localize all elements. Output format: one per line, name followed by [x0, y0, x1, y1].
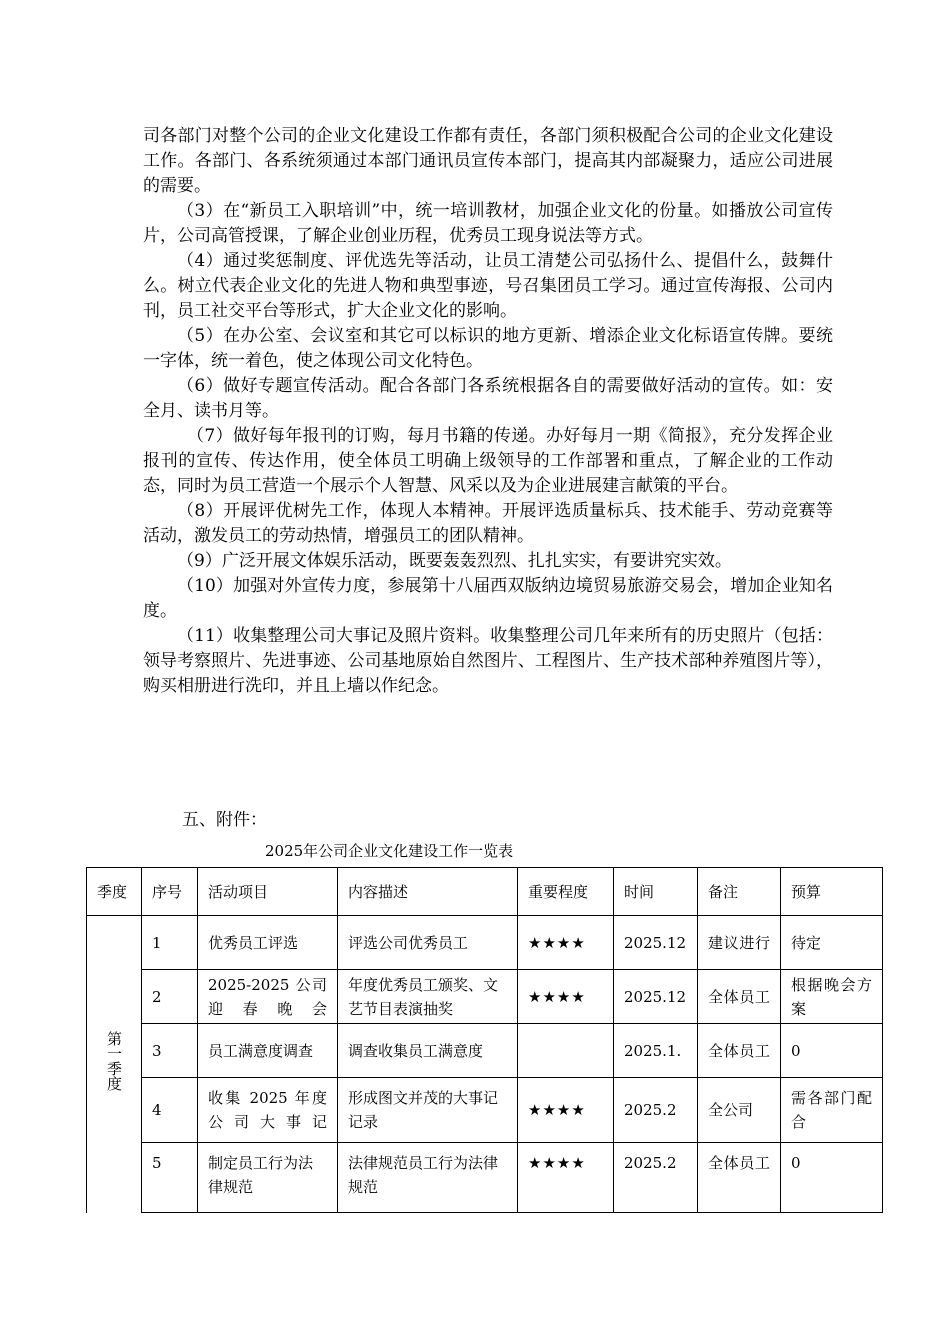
row-number: 4 [142, 1078, 198, 1143]
row-project: 2025-2025 公司迎春晚会 [198, 970, 338, 1024]
row-project: 员工满意度调查 [198, 1024, 338, 1078]
row-number: 2 [142, 970, 198, 1024]
paragraph-item-5: （5）在办公室、会议室和其它可以标识的地方更新、增添企业文化标语宣传牌。要统一字体，统一着色，使之体现公司文化特色。 [143, 326, 833, 371]
row-number: 1 [142, 916, 198, 970]
row-number: 3 [142, 1024, 198, 1078]
row-description: 评选公司优秀员工 [338, 916, 518, 970]
row-time: 2025.2 [614, 1078, 698, 1143]
paragraph-item-9: （9）广泛开展文体娱乐活动，既要轰轰烈烈、扎扎实实，有要讲究实效。 [177, 551, 732, 571]
row-description: 法律规范员工行为法律规范 [338, 1143, 518, 1213]
row-note: 全体员工 [698, 970, 781, 1024]
row-importance-stars: ★★★★ [518, 1143, 614, 1213]
header-number: 序号 [142, 868, 198, 916]
paragraph-item-11: （11）收集整理公司大事记及照片资料。收集整理公司几年来所有的历史照片（包括：领导考察照片、先进事迹、公司基地原始自然图片、工程图片、生产技术部种养殖图片等），购买相册进行洗印，并且上墙以作纪念。 [143, 626, 833, 696]
table-header-row [87, 868, 883, 916]
row-budget: 需各部门配合 [781, 1078, 883, 1143]
row-budget: 根据晚会方案 [781, 970, 883, 1024]
row-note: 建议进行 [698, 916, 781, 970]
paragraph-item-10: （10）加强对外宣传力度，参展第十八届西双版纳边境贸易旅游交易会，增加企业知名度。 [143, 576, 833, 621]
row-importance-stars [518, 1024, 614, 1078]
culture-plan-table [86, 867, 883, 1213]
appendix-heading: 五、附件： [182, 810, 267, 830]
row-project: 制定员工行为法律规范 [198, 1143, 338, 1213]
table-row [87, 1078, 883, 1143]
table-row [87, 970, 883, 1024]
row-budget: 待定 [781, 916, 883, 970]
row-number: 5 [142, 1143, 198, 1213]
row-importance-stars: ★★★★ [518, 1078, 614, 1143]
header-note: 备注 [698, 868, 781, 916]
header-description: 内容描述 [338, 868, 518, 916]
row-importance-stars: ★★★★ [518, 916, 614, 970]
quarter-cell [87, 916, 142, 1213]
paragraph-item-8: （8）开展评优树先工作，体现人本精神。开展评选质量标兵、技术能手、劳动竞赛等活动，激发员工的劳动热情，增强员工的团队精神。 [143, 501, 833, 546]
table-title: 2025年公司企业文化建设工作一览表 [265, 842, 514, 860]
row-description: 形成图文并茂的大事记记录 [338, 1078, 518, 1143]
row-description: 年度优秀员工颁奖、文艺节目表演抽奖 [338, 970, 518, 1024]
paragraph-item-4: （4）通过奖惩制度、评优选先等活动，让员工清楚公司弘扬什么、提倡什么，鼓舞什么。树立代表企业文化的先进人物和典型事迹，号召集团员工学习。通过宣传海报、公司内刊，员工社交平台等形式，扩大企业文化的影响。 [143, 251, 833, 321]
row-time: 2025.12 [614, 916, 698, 970]
row-project: 优秀员工评选 [198, 916, 338, 970]
paragraph-item-7: （7）做好每年报刊的订购，每月书籍的传递。办好每月一期《简报》，充分发挥企业报刊的宣传、传达作用，使全体员工明确上级领导的工作部署和重点，了解企业的工作动态，同时为员工营造一个展示个人智慧、风采以及为企业进展建言献策的平台。 [143, 426, 833, 496]
header-budget: 预算 [781, 868, 883, 916]
row-note: 全体员工 [698, 1024, 781, 1078]
paragraph-item-6: （6）做好专题宣传活动。配合各部门各系统根据各自的需要做好活动的宣传。如：安全月、读书月等。 [143, 376, 833, 421]
row-budget: 0 [781, 1024, 883, 1078]
row-time: 2025.1. [614, 1024, 698, 1078]
quarter-label: 第一季度 [105, 1031, 123, 1092]
header-importance: 重要程度 [518, 868, 614, 916]
row-importance-stars: ★★★★ [518, 970, 614, 1024]
header-project: 活动项目 [198, 868, 338, 916]
body-text [143, 124, 833, 699]
paragraph-continuation: 司各部门对整个公司的企业文化建设工作都有责任，各部门须积极配合公司的企业文化建设工作。各部门、各系统须通过本部门通讯员宣传本部门，提高其内部凝聚力，适应公司进展的需要。 [143, 126, 833, 196]
row-budget: 0 [781, 1143, 883, 1213]
row-project: 收集 2025 年度公司大事记 [198, 1078, 338, 1143]
table-row [87, 916, 883, 970]
paragraph-item-3: （3）在“新员工入职培训”中，统一培训教材，加强企业文化的份量。如播放公司宣传片，公司高管授课，了解企业创业历程，优秀员工现身说法等方式。 [143, 201, 833, 246]
table-row [87, 1143, 883, 1213]
row-note: 全体员工 [698, 1143, 781, 1213]
header-time: 时间 [614, 868, 698, 916]
row-description: 调查收集员工满意度 [338, 1024, 518, 1078]
row-note: 全公司 [698, 1078, 781, 1143]
row-time: 2025.12 [614, 970, 698, 1024]
row-time: 2025.2 [614, 1143, 698, 1213]
table-row [87, 1024, 883, 1078]
header-quarter: 季度 [87, 868, 142, 916]
